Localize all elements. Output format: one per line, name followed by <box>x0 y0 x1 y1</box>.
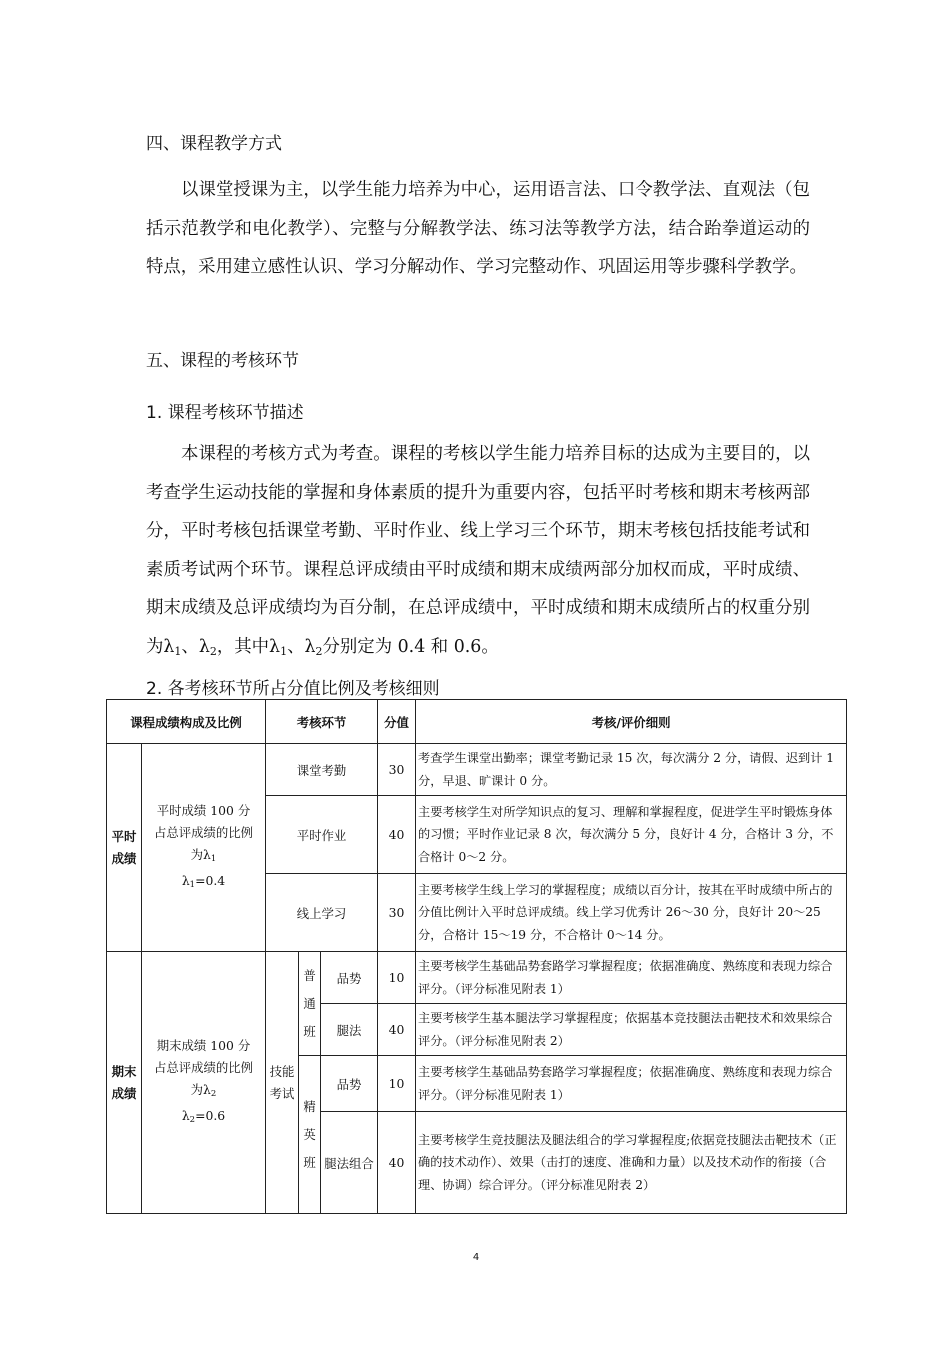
detail-cell: 主要考核学生基本腿法学习掌握程度；依据基本竞技腿法击靶技术和效果综合评分。（评分标准见附表 2） <box>416 1004 847 1056</box>
detail-cell: 主要考核学生竞技腿法及腿法组合的学习掌握程度;依据竞技腿法击靶技术（正确的技术动作）、效果（击打的速度、准确和力量）以及技术动作的衔接（合理、协调）综合评分。（评分标准见附表 2） <box>416 1112 847 1214</box>
item-cell: 线上学习 <box>266 874 378 952</box>
score-cell: 40 <box>378 796 416 874</box>
item-cell: 品势 <box>321 952 378 1004</box>
table-row <box>107 744 847 796</box>
ratio-line: 平时成绩 100 分 <box>156 802 251 818</box>
section4-paragraph: 以课堂授课为主，以学生能力培养为中心，运用语言法、口令教学法、直观法（包括示范教学和电化教学）、完整与分解教学法、练习法等教学方法，结合跆拳道运动的特点，采用建立感性认识、学习分解动作、学习完整动作、巩固运用等步骤科学教学。 <box>146 180 810 277</box>
exam-type-label: 技能考试 <box>269 1063 295 1101</box>
group-cell <box>299 1056 321 1214</box>
lambda-subscript-1: 1 <box>174 644 182 658</box>
paragraph-mid-text: ，其中 <box>216 636 270 657</box>
header-item: 考核环节 <box>266 700 378 744</box>
ratio-subscript: 2 <box>210 1088 217 1099</box>
regular-ratio <box>142 744 266 952</box>
detail-cell: 主要考核学生基础品势套路学习掌握程度；依据准确度、熟练度和表现力综合评分。（评分标准见附表 1） <box>416 1056 847 1112</box>
table-row <box>107 952 847 1004</box>
ratio-text: λ <box>181 872 190 888</box>
detail-cell: 主要考核学生线上学习的掌握程度；成绩以百分计，按其在平时成绩中所占的分值比例计入平时总评成绩。线上学习优秀计 26～30 分，良好计 20～25 分，合格计 15～19 分，不合格计 0～14 分。 <box>416 874 847 952</box>
final-category <box>107 952 142 1214</box>
ratio-line: 占总评成绩的比例 <box>153 1059 254 1075</box>
item-cell: 腿法组合 <box>321 1112 378 1214</box>
ratio-line <box>142 870 265 896</box>
ratio-text: =0.4 <box>195 872 226 888</box>
paragraph-main-text: 本课程的考核方式为考查。课程的考核以学生能力培养目标的达成为主要目的，以考查学生运动技能的掌握和身体素质的提升为重要内容，包括平时考核和期末考核两部分，平时考核包括课堂考勤、平时作业、线上学习三个环节，期末考核包括技能考试和素质考试两个环节。课程总评成绩由平时成绩和期末成绩两部分加权而成，平时成绩、期末成绩及总评成绩均为百分制，在总评成绩中，平时成绩和期末成绩所占的权重分别为λ <box>146 444 810 657</box>
score-cell: 10 <box>378 1056 416 1112</box>
table-header-row <box>107 700 847 744</box>
ratio-subscript: 2 <box>189 1114 196 1125</box>
score-cell: 40 <box>378 1004 416 1056</box>
final-category-label: 期末成绩 <box>111 1063 137 1101</box>
lambda-symbol: λ <box>198 636 210 657</box>
ratio-subscript: 1 <box>189 879 196 890</box>
ratio-line: 期末成绩 100 分 <box>156 1037 251 1053</box>
detail-cell: 主要考核学生对所学知识点的复习、理解和掌握程度，促进学生平时锻炼身体的习惯；平时作业记录 8 次，每次满分 5 分，良好计 4 分，合格计 3 分，不合格计 0～2 分。 <box>416 796 847 874</box>
ratio-text: 为λ <box>190 846 211 862</box>
section5-sub1-heading: 1. 课程考核环节描述 <box>146 403 304 423</box>
ratio-line <box>142 1105 265 1131</box>
ratio-line <box>142 1079 265 1105</box>
ratio-text: λ <box>181 1107 190 1123</box>
lambda-symbol: λ <box>304 636 316 657</box>
header-score: 分值 <box>378 700 416 744</box>
exam-type-cell <box>266 952 299 1214</box>
group-label: 普通班 <box>303 967 316 1039</box>
item-cell: 品势 <box>321 1056 378 1112</box>
ratio-subscript: 1 <box>210 853 217 864</box>
score-cell: 30 <box>378 744 416 796</box>
header-composition: 课程成绩构成及比例 <box>107 700 266 744</box>
ratio-text: =0.6 <box>195 1107 226 1123</box>
lambda-subscript-1: 1 <box>280 644 288 658</box>
score-cell: 10 <box>378 952 416 1004</box>
group-label: 精英班 <box>303 1098 316 1170</box>
header-detail: 考核/评价细则 <box>416 700 847 744</box>
final-ratio <box>142 952 266 1214</box>
separator: 、 <box>287 636 305 657</box>
assessment-table <box>106 699 847 1214</box>
group-cell <box>299 952 321 1056</box>
lambda-symbol: λ <box>269 636 281 657</box>
regular-category <box>107 744 142 952</box>
item-cell: 课堂考勤 <box>266 744 378 796</box>
section4-heading: 四、课程教学方式 <box>146 134 282 154</box>
ratio-text: 为λ <box>190 1081 211 1097</box>
regular-category-label: 平时成绩 <box>111 828 137 866</box>
separator: 、 <box>181 636 199 657</box>
page-number: 4 <box>472 1252 480 1263</box>
item-cell: 腿法 <box>321 1004 378 1056</box>
item-cell: 平时作业 <box>266 796 378 874</box>
detail-cell: 考查学生课堂出勤率；课堂考勤记录 15 次，每次满分 2 分，请假、迟到计 1 分，早退、旷课计 0 分。 <box>416 744 847 796</box>
detail-cell: 主要考核学生基础品势套路学习掌握程度；依据准确度、熟练度和表现力综合评分。（评分标准见附表 1） <box>416 952 847 1004</box>
ratio-line <box>142 844 265 870</box>
ratio-line: 占总评成绩的比例 <box>153 824 254 840</box>
paragraph-tail-text: 分别定为 0.4 和 0.6。 <box>322 636 499 657</box>
score-cell: 30 <box>378 874 416 952</box>
section5-paragraph <box>146 435 810 671</box>
score-cell: 40 <box>378 1112 416 1214</box>
section5-sub2-heading: 2. 各考核环节所占分值比例及考核细则 <box>146 679 440 699</box>
section5-heading: 五、课程的考核环节 <box>146 351 299 371</box>
lambda-subscript-2: 2 <box>209 644 217 658</box>
lambda-subscript-2: 2 <box>315 644 323 658</box>
